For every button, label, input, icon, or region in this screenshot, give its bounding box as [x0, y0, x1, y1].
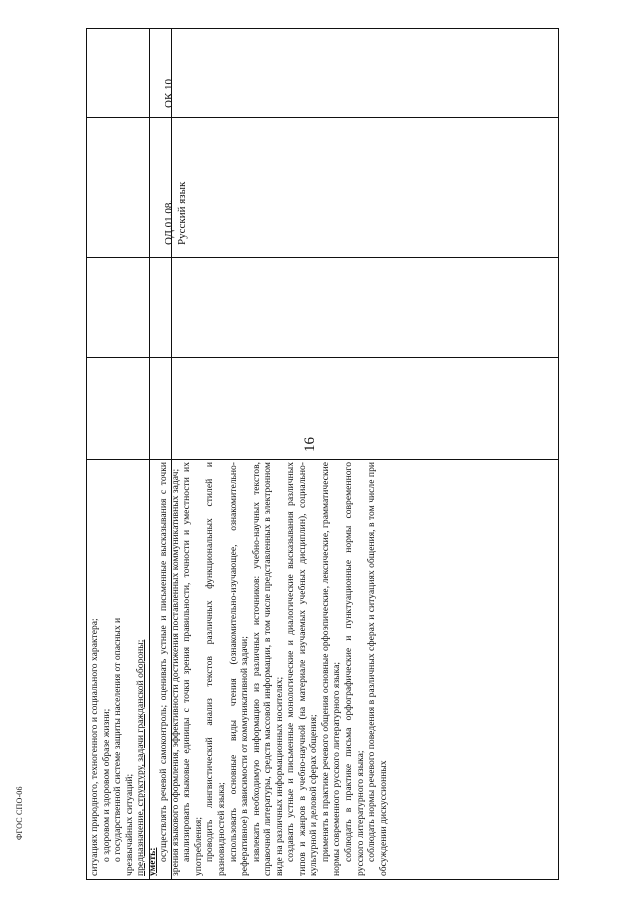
discipline-cell — [163, 182, 189, 245]
content-paragraph: использовать основные виды чтения (ознакомительно-изучающее, ознакомительно-реферативное) в зависимости от коммуникативной задачи; — [227, 462, 251, 876]
content-paragraph: создавать устные и письменные монологические и диалогические высказывания различных типов и жанров в учебно-научной (на материале изучаемых учебных дисциплин), социально-культурной и деловой сферах общения; — [285, 462, 320, 876]
content-paragraph: предназначение, структуру, задачи гражданской обороны; — [135, 639, 147, 876]
content-paragraph: соблюдать в практике письма орфографические и пунктуационные нормы современного русского литературного языка; — [343, 462, 366, 876]
content-paragraph: уметь: — [146, 847, 158, 876]
content-paragraph: ситуациях природного, техногенного и социального характера; — [89, 618, 100, 876]
discipline-name: Русский язык — [176, 181, 188, 245]
content-paragraph: чрезвычайных ситуаций; — [123, 773, 135, 876]
content-cell — [87, 458, 556, 880]
discipline-code: ОД.01.08. — [163, 199, 175, 245]
content-paragraph: о государственной системе защиты населения от опасных и — [112, 617, 124, 862]
content-paragraph: о здоровом и здоровом образе жизни; — [100, 708, 112, 862]
competence-code: ОК 10 — [163, 78, 175, 108]
content-paragraph: проводить лингвистический анализ текстов различных функциональных стилей и разновидностей языка; — [204, 462, 228, 876]
content-paragraph: соблюдать нормы речевого поведения в различных сферах и ситуациях общения, в том числе при обсуждении дискуссионных — [366, 462, 389, 876]
row-divider — [87, 357, 558, 358]
footer-stamp: ФГОС СПО-06 — [15, 786, 24, 840]
content-paragraph: анализировать языковые единицы с точки зрения правильности, точности и уместности их употребления; — [181, 462, 204, 876]
content-paragraph: осуществлять речевой самоконтроль; оценивать устные и письменные высказывания с точки зрения языкового оформления, эффективности достижения поставленных коммуникативных задач; — [158, 462, 181, 876]
row-divider — [87, 117, 558, 118]
page-number: 16 — [302, 437, 318, 452]
row-divider — [87, 257, 558, 258]
content-text — [87, 458, 556, 880]
content-paragraph: извлекать необходимую информацию из различных источников: учебно-научных текстов, справочной литературы, средств массовой информации, в том числе представленных в электронном виде на различных информационных носителях; — [250, 462, 285, 876]
content-paragraph: применять в практике речевого общения основные орфоэпические, лексические, грамматические нормы современного русского литературного языка; — [319, 462, 343, 876]
